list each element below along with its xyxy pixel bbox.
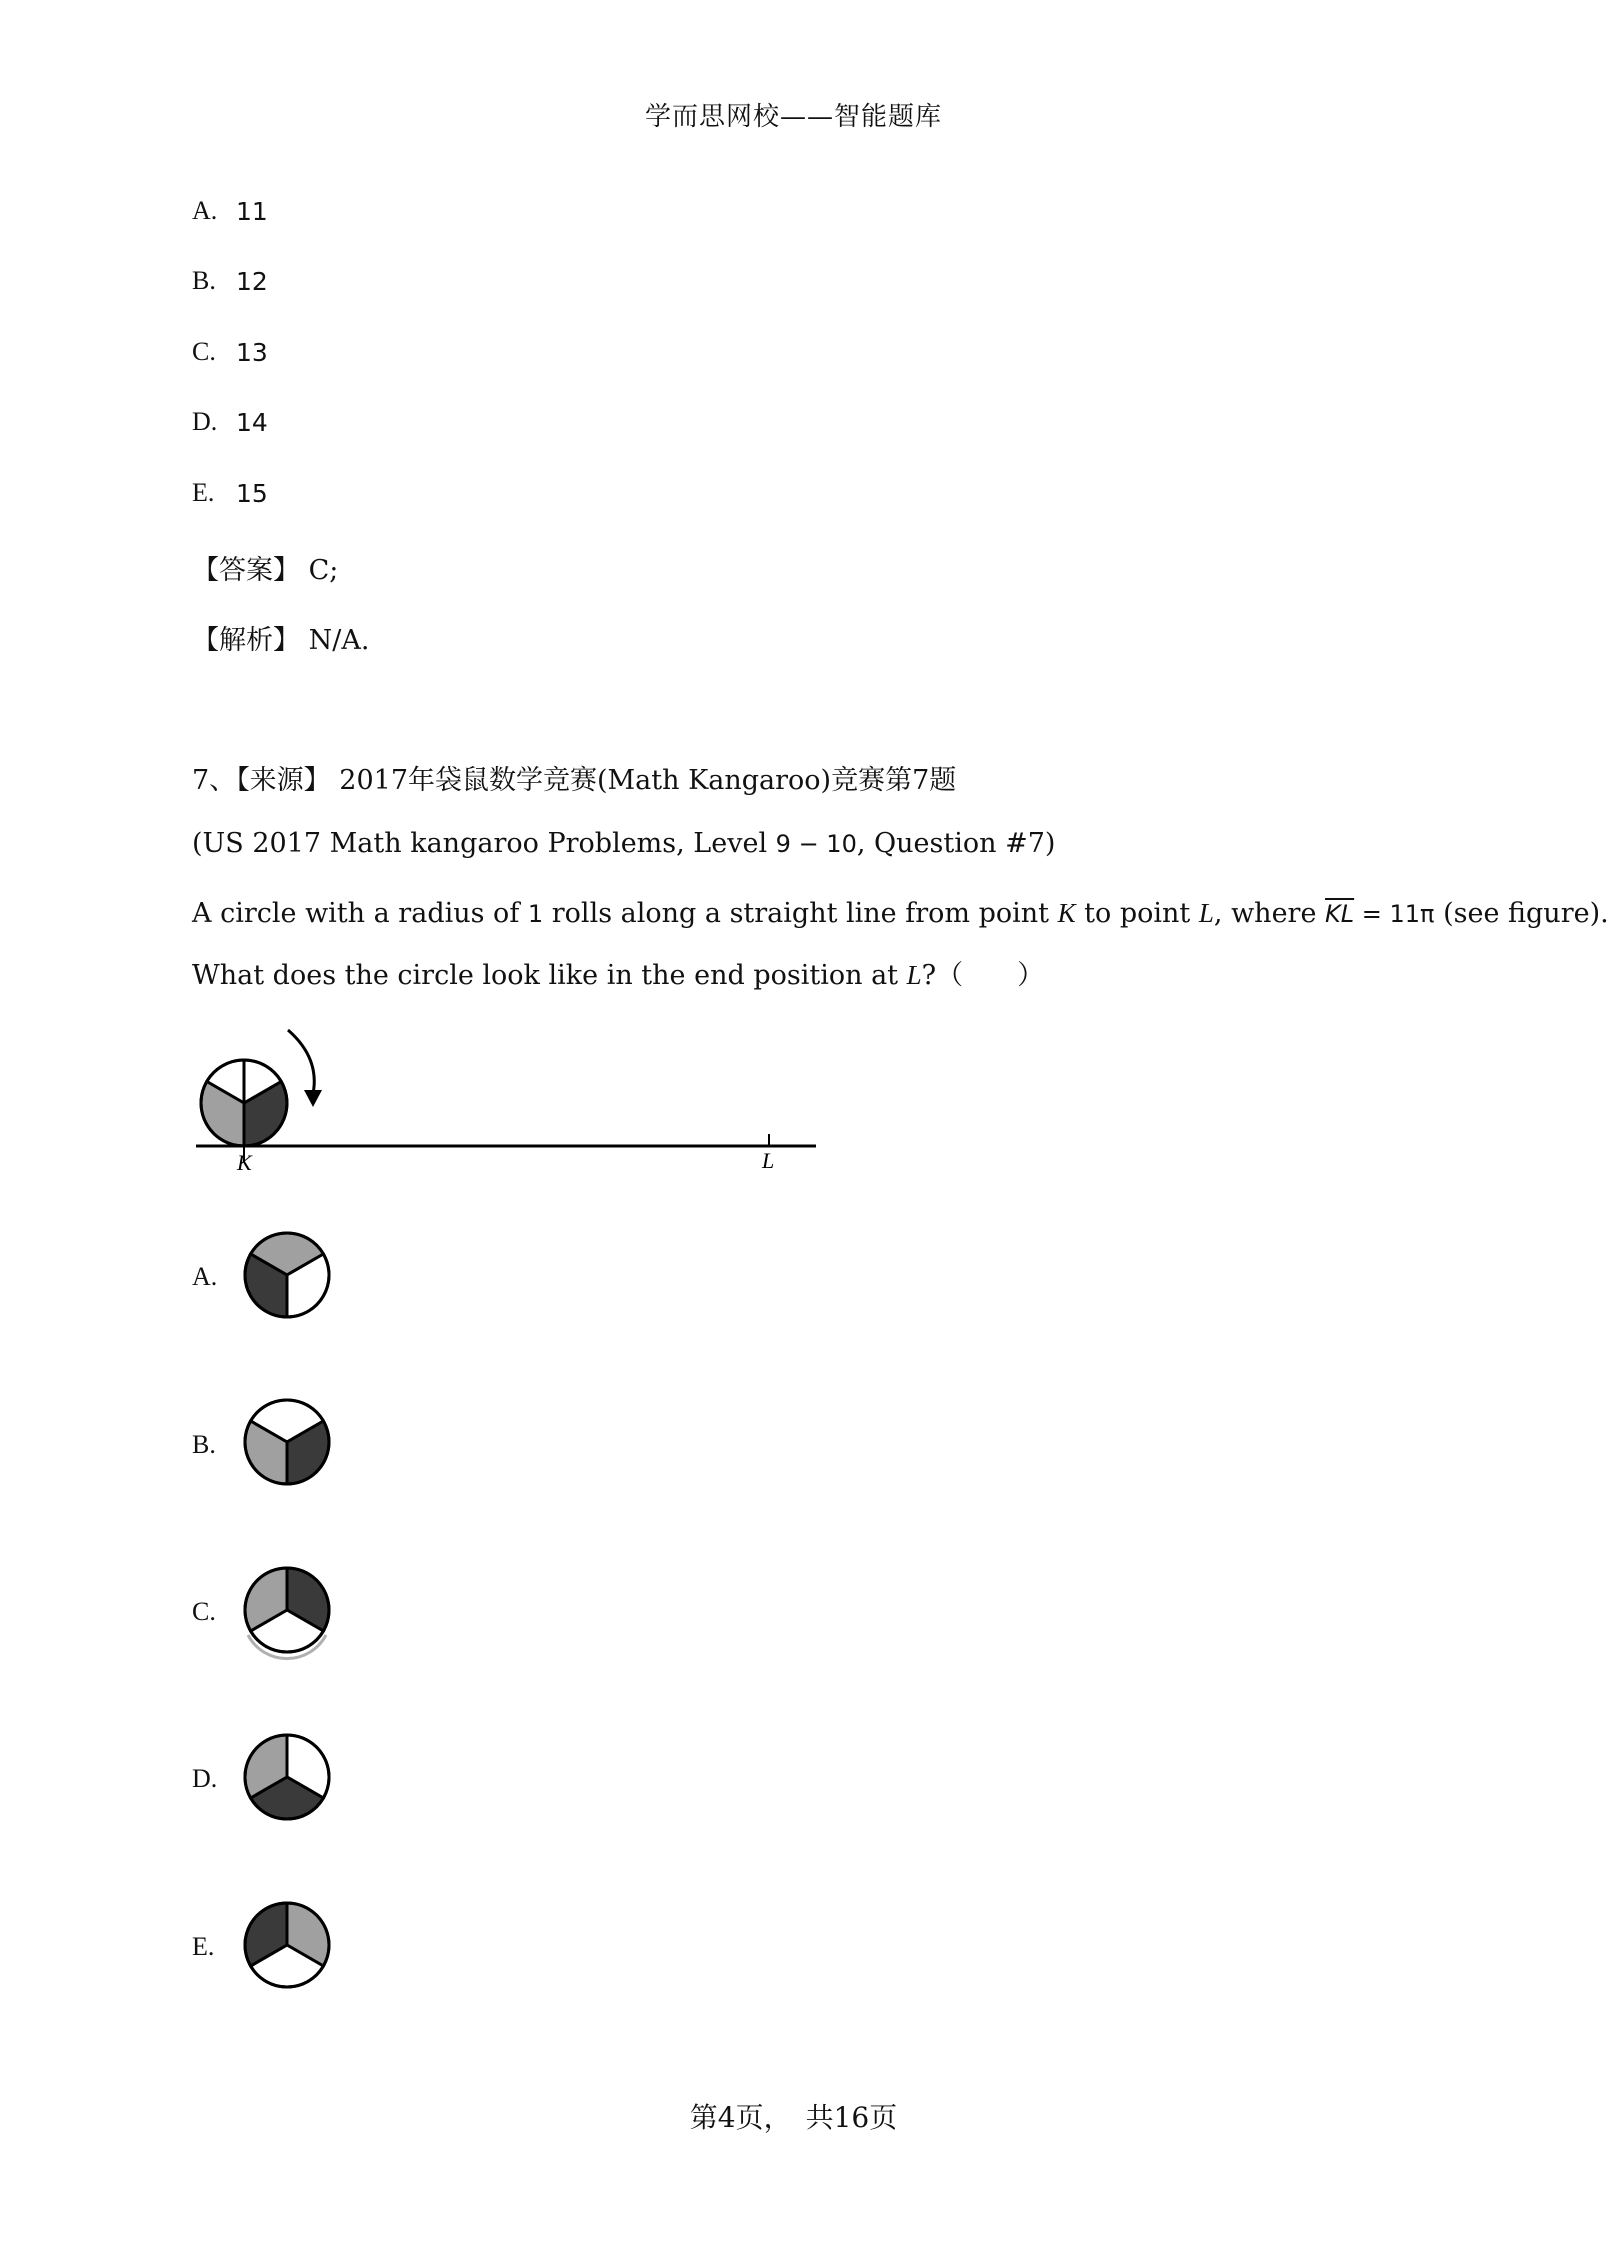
- text-part: (see figure).: [1434, 898, 1609, 929]
- question-subsource-line: [192, 828, 1055, 859]
- option-letter: D.: [192, 1764, 218, 1793]
- source-label: 【来源】: [236, 765, 331, 796]
- option-value: 13: [236, 337, 268, 367]
- analysis-label: 【解析】: [192, 625, 300, 656]
- label-l: L: [762, 1148, 775, 1173]
- radius-value: 1: [527, 900, 544, 928]
- option-value: 14: [236, 407, 268, 437]
- answer-label: 【答案】: [192, 555, 300, 586]
- answer-line: [192, 548, 338, 587]
- page-header: 学而思网校——智能题库: [644, 102, 942, 132]
- option-value: 11: [236, 196, 268, 226]
- option-d-circle[interactable]: [222, 1712, 352, 1842]
- equation: = 11π: [1354, 900, 1435, 928]
- option-a: [192, 196, 268, 226]
- arrow-head-icon: [304, 1090, 322, 1107]
- subsource-level: 9 − 10: [775, 830, 857, 858]
- segment-kl: $\overline{KL}$: [1325, 900, 1355, 928]
- option-d: [192, 407, 268, 437]
- answer-blank: ?（ ）: [921, 960, 1045, 991]
- point-k: K: [1057, 898, 1076, 928]
- text-part: A circle with a radius of: [192, 898, 528, 929]
- option-c: [192, 337, 268, 367]
- option-letter: A.: [192, 1262, 218, 1291]
- text-part: What does the circle look like in the end position at: [192, 960, 907, 991]
- option-letter: E.: [192, 1932, 215, 1961]
- option-letter: A.: [192, 196, 218, 225]
- analysis-line: [192, 618, 369, 657]
- option-e: [192, 478, 268, 508]
- label-k: K: [237, 1150, 252, 1175]
- option-e-circle[interactable]: [222, 1880, 352, 2010]
- subsource-prefix: (US 2017 Math kangaroo Problems, Level: [192, 828, 776, 859]
- question-text-line1: [192, 898, 1609, 929]
- option-letter: B.: [192, 1430, 216, 1459]
- rolling-circle-figure: [180, 1010, 840, 1190]
- option-letter: B.: [192, 266, 216, 295]
- option-letter: D.: [192, 407, 218, 436]
- option-b-circle[interactable]: [222, 1377, 352, 1507]
- option-c-circle[interactable]: [222, 1545, 352, 1675]
- question-number: 7、: [192, 765, 237, 796]
- source-text: 2017年袋鼠数学竞赛(Math Kangaroo)竞赛第7题: [339, 765, 957, 796]
- option-a-circle[interactable]: [222, 1210, 352, 1340]
- question-source-line: [192, 758, 956, 797]
- point-l: L: [1198, 898, 1214, 928]
- start-circle: [201, 1060, 287, 1146]
- question-text-line2: [192, 953, 1044, 992]
- text-part: , where: [1213, 898, 1326, 929]
- analysis-value: N/A.: [308, 625, 370, 656]
- answer-value: C;: [308, 555, 339, 586]
- subsource-suffix: , Question #7): [856, 828, 1056, 859]
- text-part: to point: [1075, 898, 1199, 929]
- option-letter: C.: [192, 1597, 216, 1626]
- page-footer: 第4页， 共16页: [689, 2101, 898, 2134]
- option-value: 12: [236, 266, 268, 296]
- option-letter: E.: [192, 478, 215, 507]
- point-l: L: [906, 960, 922, 990]
- rotation-arrow-icon: [288, 1030, 314, 1094]
- option-letter: C.: [192, 337, 216, 366]
- text-part: rolls along a straight line from point: [543, 898, 1058, 929]
- option-value: 15: [236, 478, 268, 508]
- option-b: [192, 266, 268, 296]
